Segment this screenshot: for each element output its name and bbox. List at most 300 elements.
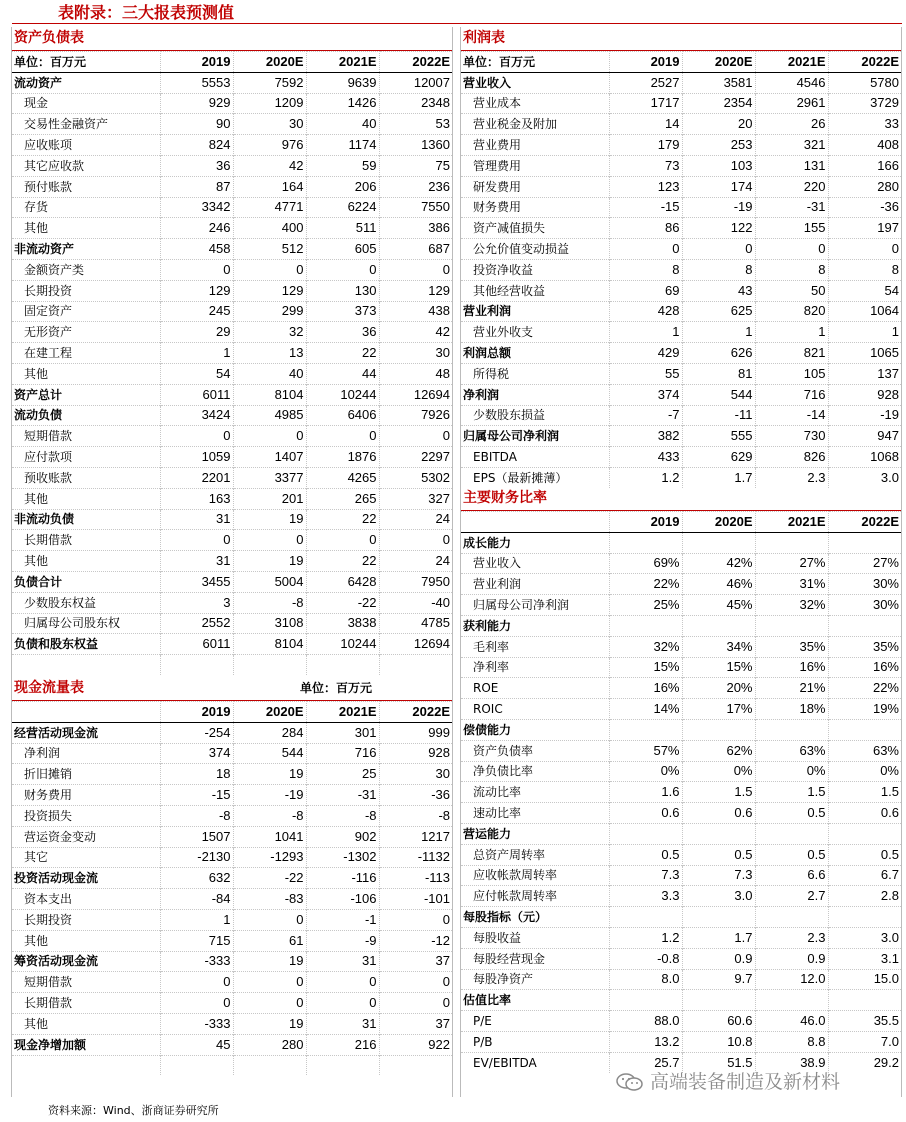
cell-value: 123: [609, 176, 682, 197]
row-label: 短期借款: [12, 972, 160, 993]
cell-value: 18%: [755, 699, 828, 720]
cell-value: [755, 532, 828, 553]
cell-value: 19: [233, 951, 306, 972]
table-row: [12, 613, 452, 634]
cell-value: 8104: [233, 634, 306, 655]
cell-value: 57%: [609, 740, 682, 761]
blank-row: [12, 1055, 452, 1075]
row-label: P/B: [461, 1031, 609, 1052]
cash-flow-table: [12, 701, 452, 1075]
table-row: [461, 969, 901, 990]
cell-value: 63%: [755, 740, 828, 761]
cell-value: 0: [609, 239, 682, 260]
table-row: [461, 844, 901, 865]
cell-value: 69%: [609, 553, 682, 574]
row-label: 每股收益: [461, 927, 609, 948]
header-row: [12, 702, 452, 723]
cell-value: 164: [233, 176, 306, 197]
cell-value: -1132: [379, 847, 452, 868]
balance-sheet-table: [12, 51, 452, 675]
row-label: ROE: [461, 678, 609, 699]
cell-value: 22%: [609, 574, 682, 595]
cell-value: 1876: [306, 447, 379, 468]
cell-value: 3: [160, 592, 233, 613]
cell-value: 0%: [755, 761, 828, 782]
table-row: [12, 135, 452, 156]
cell-value: 0: [160, 993, 233, 1014]
table-row: [461, 197, 901, 218]
cell-value: 73: [609, 155, 682, 176]
cell-value: 820: [755, 301, 828, 322]
cell-value: 0: [233, 909, 306, 930]
cell-value: 438: [379, 301, 452, 322]
row-label: 归属母公司净利润: [461, 426, 609, 447]
cell-value: 1.7: [682, 927, 755, 948]
row-label: 所得税: [461, 363, 609, 384]
row-label: 营业收入: [461, 553, 609, 574]
table-row: [12, 826, 452, 847]
cell-value: 19: [233, 764, 306, 785]
row-label: 其他: [12, 488, 160, 509]
cell-value: 105: [755, 363, 828, 384]
cell-value: -8: [306, 805, 379, 826]
cell-value: 0.5: [755, 803, 828, 824]
cell-value: 174: [682, 176, 755, 197]
cell-value: 137: [828, 363, 901, 384]
cell-value: 8: [828, 259, 901, 280]
cell-value: 3838: [306, 613, 379, 634]
cell-value: 29.2: [828, 1052, 901, 1073]
header-blank: [461, 512, 609, 533]
cell-value: 253: [682, 135, 755, 156]
cell-value: 1174: [306, 135, 379, 156]
row-label: 交易性金融资产: [12, 114, 160, 135]
cell-value: 31: [306, 1013, 379, 1034]
table-row: [12, 239, 452, 260]
cell-value: 629: [682, 447, 755, 468]
cell-value: [828, 823, 901, 844]
table-row: [12, 571, 452, 592]
cell-value: 30: [233, 114, 306, 135]
cell-value: 0: [233, 530, 306, 551]
table-row: [461, 176, 901, 197]
row-label: EV/EBITDA: [461, 1052, 609, 1073]
row-label: 长期投资: [12, 280, 160, 301]
column-header: 2022E: [828, 512, 901, 533]
cell-value: 10.8: [682, 1031, 755, 1052]
cell-value: 26: [755, 114, 828, 135]
row-label: 财务费用: [12, 785, 160, 806]
cell-value: 3342: [160, 197, 233, 218]
cell-value: 7592: [233, 72, 306, 93]
cell-value: 280: [828, 176, 901, 197]
cash-flow-title: [12, 677, 452, 701]
cell-value: 21%: [755, 678, 828, 699]
cell-value: [755, 615, 828, 636]
cell-value: 24: [379, 551, 452, 572]
cell-value: 1065: [828, 343, 901, 364]
cell-value: -19: [828, 405, 901, 426]
table-row: [12, 722, 452, 743]
cell-value: 7550: [379, 197, 452, 218]
row-label: 应付帐款周转率: [461, 886, 609, 907]
cell-value: 46%: [682, 574, 755, 595]
cell-value: 27%: [755, 553, 828, 574]
cell-value: 947: [828, 426, 901, 447]
cell-value: -8: [379, 805, 452, 826]
cell-value: 0: [306, 993, 379, 1014]
row-label: 每股经营现金: [461, 948, 609, 969]
cell-value: 2.8: [828, 886, 901, 907]
cell-value: 8: [609, 259, 682, 280]
row-label: 偿债能力: [461, 719, 609, 740]
cell-value: 62%: [682, 740, 755, 761]
row-label: 其它: [12, 847, 160, 868]
table-row: [461, 1031, 901, 1052]
cell-value: 45%: [682, 595, 755, 616]
cell-value: 15%: [682, 657, 755, 678]
cell-value: 0.6: [609, 803, 682, 824]
row-label: 归属母公司股东权: [12, 613, 160, 634]
row-label: 毛利率: [461, 636, 609, 657]
column-header: 2022E: [379, 52, 452, 73]
table-row: [461, 532, 901, 553]
table-row: [12, 405, 452, 426]
cell-value: 2348: [379, 93, 452, 114]
row-label: 短期借款: [12, 426, 160, 447]
table-row: [461, 155, 901, 176]
cell-value: 30%: [828, 595, 901, 616]
cell-value: 13: [233, 343, 306, 364]
cell-value: 1407: [233, 447, 306, 468]
cell-value: 976: [233, 135, 306, 156]
cell-value: 0%: [609, 761, 682, 782]
row-label: 预收账款: [12, 467, 160, 488]
cell-value: 0: [233, 259, 306, 280]
cell-value: 0.5: [682, 844, 755, 865]
cell-value: 5780: [828, 72, 901, 93]
table-row: [12, 634, 452, 655]
table-row: [12, 322, 452, 343]
cell-value: 236: [379, 176, 452, 197]
table-row: [461, 553, 901, 574]
cell-value: 3.0: [682, 886, 755, 907]
row-label: 少数股东损益: [461, 405, 609, 426]
row-label: EBITDA: [461, 447, 609, 468]
table-row: [461, 948, 901, 969]
row-label: 营业外收支: [461, 322, 609, 343]
table-row: [12, 889, 452, 910]
cell-value: 54: [160, 363, 233, 384]
cell-value: 12694: [379, 384, 452, 405]
cell-value: 10244: [306, 384, 379, 405]
cell-value: 166: [828, 155, 901, 176]
cell-value: 821: [755, 343, 828, 364]
row-label: 总资产周转率: [461, 844, 609, 865]
cell-value: 408: [828, 135, 901, 156]
cell-value: [828, 719, 901, 740]
cell-value: 715: [160, 930, 233, 951]
cell-value: 0: [160, 426, 233, 447]
source-note: 资料来源：Wind、浙商证券研究所: [48, 1104, 219, 1117]
cell-value: 19: [233, 509, 306, 530]
row-label: 资产总计: [12, 384, 160, 405]
cell-value: 1.5: [828, 782, 901, 803]
cell-value: 0.5: [755, 844, 828, 865]
cell-value: 22: [306, 509, 379, 530]
cell-value: -8: [233, 805, 306, 826]
row-label: 长期借款: [12, 993, 160, 1014]
table-row: [461, 93, 901, 114]
table-row: [12, 847, 452, 868]
row-label: 营业利润: [461, 574, 609, 595]
cell-value: 1.7: [682, 467, 755, 488]
cell-value: 284: [233, 722, 306, 743]
row-label: 营运能力: [461, 823, 609, 844]
row-label: 流动资产: [12, 72, 160, 93]
cell-value: 9.7: [682, 969, 755, 990]
table-row: [12, 951, 452, 972]
cell-value: -11: [682, 405, 755, 426]
cell-value: 5004: [233, 571, 306, 592]
table-row: [461, 135, 901, 156]
cell-value: 1.5: [755, 782, 828, 803]
cell-value: 179: [609, 135, 682, 156]
row-label: 每股指标（元）: [461, 907, 609, 928]
cell-value: -9: [306, 930, 379, 951]
table-row: [461, 72, 901, 93]
cell-value: 1.6: [609, 782, 682, 803]
cell-value: 5302: [379, 467, 452, 488]
cell-value: 13.2: [609, 1031, 682, 1052]
table-row: [461, 322, 901, 343]
table-row: [461, 384, 901, 405]
table-row: [461, 927, 901, 948]
wechat-icon: [616, 1072, 644, 1092]
row-label: 净利润: [12, 743, 160, 764]
cell-value: -2130: [160, 847, 233, 868]
cell-value: 17%: [682, 699, 755, 720]
table-row: [461, 259, 901, 280]
table-row: [12, 785, 452, 806]
cell-value: 54: [828, 280, 901, 301]
cell-value: 6406: [306, 405, 379, 426]
cell-value: 632: [160, 868, 233, 889]
cell-value: 3.0: [828, 467, 901, 488]
table-row: [12, 509, 452, 530]
cell-value: 1209: [233, 93, 306, 114]
cell-value: 3377: [233, 467, 306, 488]
cell-value: -31: [755, 197, 828, 218]
cell-value: 327: [379, 488, 452, 509]
cell-value: 0%: [682, 761, 755, 782]
table-row: [461, 574, 901, 595]
row-label: 营业税金及附加: [461, 114, 609, 135]
cell-value: 7926: [379, 405, 452, 426]
cell-value: -106: [306, 889, 379, 910]
cell-value: 1: [160, 909, 233, 930]
cell-value: -84: [160, 889, 233, 910]
table-row: [461, 803, 901, 824]
balance-sheet-title: 资产负债表: [12, 27, 452, 51]
cell-value: 1059: [160, 447, 233, 468]
table-row: [461, 907, 901, 928]
cell-value: 32: [233, 322, 306, 343]
row-label: 折旧摊销: [12, 764, 160, 785]
cell-value: [682, 907, 755, 928]
cell-value: [755, 719, 828, 740]
cell-value: 511: [306, 218, 379, 239]
cell-value: 3729: [828, 93, 901, 114]
cell-value: -1: [306, 909, 379, 930]
column-header: 2020E: [682, 512, 755, 533]
cell-value: 35%: [755, 636, 828, 657]
cell-value: -1293: [233, 847, 306, 868]
cell-value: 0: [160, 530, 233, 551]
cell-value: 35.5: [828, 1011, 901, 1032]
cell-value: 19: [233, 551, 306, 572]
cell-value: -12: [379, 930, 452, 951]
cell-value: 428: [609, 301, 682, 322]
cell-value: 20%: [682, 678, 755, 699]
cell-value: 382: [609, 426, 682, 447]
row-label: 资本支出: [12, 889, 160, 910]
column-header: 2020E: [682, 52, 755, 73]
unit-label: 单位：百万元: [12, 52, 160, 73]
table-row: [12, 551, 452, 572]
cell-value: 129: [160, 280, 233, 301]
row-label: 营运资金变动: [12, 826, 160, 847]
blank-row: [12, 655, 452, 675]
watermark-text: 高端装备制造及新材料: [650, 1071, 841, 1093]
cell-value: 31: [160, 509, 233, 530]
cell-value: 155: [755, 218, 828, 239]
cell-value: 32%: [755, 595, 828, 616]
cell-value: 0: [379, 909, 452, 930]
cell-value: 687: [379, 239, 452, 260]
cell-value: 8.8: [755, 1031, 828, 1052]
cell-value: 429: [609, 343, 682, 364]
cell-value: -8: [233, 592, 306, 613]
cell-value: [828, 532, 901, 553]
row-label: 经营活动现金流: [12, 722, 160, 743]
cell-value: 10244: [306, 634, 379, 655]
cell-value: 0.6: [828, 803, 901, 824]
row-label: 金额资产类: [12, 259, 160, 280]
header-blank: [12, 702, 160, 723]
cell-value: 87: [160, 176, 233, 197]
cell-value: 34%: [682, 636, 755, 657]
table-row: [12, 343, 452, 364]
row-label: 非流动资产: [12, 239, 160, 260]
cell-value: 30: [379, 343, 452, 364]
row-label: 无形资产: [12, 322, 160, 343]
row-label: 流动负债: [12, 405, 160, 426]
cell-value: [755, 823, 828, 844]
cell-value: 15%: [609, 657, 682, 678]
row-label: 现金: [12, 93, 160, 114]
cell-value: 7.0: [828, 1031, 901, 1052]
row-label: 预付账款: [12, 176, 160, 197]
column-header: 2019: [160, 52, 233, 73]
cell-value: 6011: [160, 634, 233, 655]
cell-value: 88.0: [609, 1011, 682, 1032]
cell-value: 2.3: [755, 927, 828, 948]
cell-value: 826: [755, 447, 828, 468]
income-statement-table: [461, 51, 901, 488]
cell-value: 1426: [306, 93, 379, 114]
table-row: [12, 363, 452, 384]
row-label: 非流动负债: [12, 509, 160, 530]
cell-value: 69: [609, 280, 682, 301]
cell-value: [755, 907, 828, 928]
cell-value: 63%: [828, 740, 901, 761]
row-label: 其他经营收益: [461, 280, 609, 301]
cell-value: 3455: [160, 571, 233, 592]
cell-value: 0: [379, 259, 452, 280]
table-row: [12, 218, 452, 239]
cell-value: 2.7: [755, 886, 828, 907]
cell-value: 730: [755, 426, 828, 447]
cell-value: 400: [233, 218, 306, 239]
cell-value: 8104: [233, 384, 306, 405]
cell-value: 25%: [609, 595, 682, 616]
row-label: 现金净增加额: [12, 1034, 160, 1055]
row-label: 营业收入: [461, 72, 609, 93]
cell-value: 44: [306, 363, 379, 384]
table-row: [12, 972, 452, 993]
cell-value: 29: [160, 322, 233, 343]
cash-flow-unit: 单位：百万元: [299, 681, 372, 695]
cell-value: 0: [379, 530, 452, 551]
row-label: 应付款项: [12, 447, 160, 468]
table-row: [461, 447, 901, 468]
cell-value: 824: [160, 135, 233, 156]
cell-value: 8.0: [609, 969, 682, 990]
column-header: 2021E: [306, 52, 379, 73]
row-label: 归属母公司净利润: [461, 595, 609, 616]
row-label: ROIC: [461, 699, 609, 720]
row-label: 负债和股东权益: [12, 634, 160, 655]
table-row: [461, 719, 901, 740]
cell-value: 999: [379, 722, 452, 743]
table-row: [461, 467, 901, 488]
row-label: 流动比率: [461, 782, 609, 803]
row-label: 获利能力: [461, 615, 609, 636]
cell-value: -1302: [306, 847, 379, 868]
table-row: [12, 909, 452, 930]
row-label: 在建工程: [12, 343, 160, 364]
table-row: [461, 405, 901, 426]
row-label: 少数股东权益: [12, 592, 160, 613]
cell-value: 60.6: [682, 1011, 755, 1032]
cell-value: [609, 532, 682, 553]
cell-value: 75: [379, 155, 452, 176]
column-header: 2021E: [755, 52, 828, 73]
column-header: 2022E: [379, 702, 452, 723]
cell-value: 9639: [306, 72, 379, 93]
cell-value: 6.7: [828, 865, 901, 886]
cell-value: 373: [306, 301, 379, 322]
cell-value: 18: [160, 764, 233, 785]
table-row: [461, 823, 901, 844]
row-label: 净利润: [461, 384, 609, 405]
cell-value: -254: [160, 722, 233, 743]
table-row: [12, 197, 452, 218]
table-row: [12, 530, 452, 551]
cell-value: 2201: [160, 467, 233, 488]
cell-value: 928: [828, 384, 901, 405]
